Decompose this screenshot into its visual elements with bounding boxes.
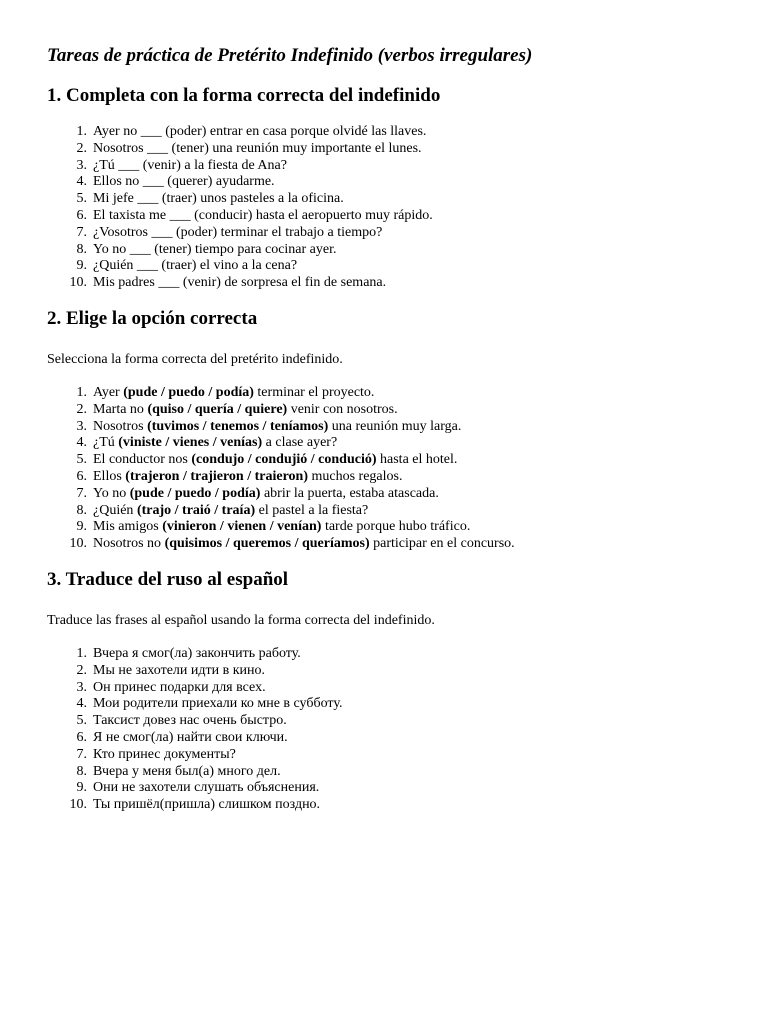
list-item xyxy=(47,696,728,713)
item-text-before: Mis amigos xyxy=(93,519,163,535)
list-item xyxy=(47,536,728,553)
list-item xyxy=(47,402,728,419)
item-number: 6. xyxy=(76,468,87,484)
section3-heading: 3. Traduce del ruso al español xyxy=(47,568,289,590)
item-text xyxy=(93,503,368,520)
item-text xyxy=(93,519,470,536)
item-number: 1. xyxy=(76,384,87,400)
item-text: Вчера я смог(ла) закончить работу. xyxy=(93,645,301,661)
item-options: (quisimos / queremos / queríamos) xyxy=(164,536,370,552)
item-number: 10. xyxy=(69,797,87,813)
item-text: Nosotros ___ (tener) una reunión muy importante el lunes. xyxy=(93,140,422,156)
list-item xyxy=(47,385,728,402)
item-text: Кто принес документы? xyxy=(93,746,236,762)
list-item xyxy=(47,713,728,730)
item-number: 6. xyxy=(76,729,87,745)
item-options: (condujo / condujió / condució) xyxy=(191,452,377,468)
list-item xyxy=(47,764,728,781)
list-item xyxy=(47,242,728,259)
item-text xyxy=(93,435,337,452)
item-text xyxy=(93,469,402,486)
item-text xyxy=(93,402,398,419)
item-number: 4. xyxy=(76,174,87,190)
item-text-before: Marta no xyxy=(93,401,148,417)
item-text-before: Nosotros no xyxy=(93,536,165,552)
list-item xyxy=(47,208,728,225)
list-item xyxy=(47,747,728,764)
item-number: 2. xyxy=(76,662,87,678)
item-text-after: participar en el concurso. xyxy=(369,536,515,552)
list-item xyxy=(47,469,728,486)
list-item xyxy=(47,780,728,797)
item-text-after: muchos regalos. xyxy=(308,468,403,484)
section2-intro: Selecciona la forma correcta del pretérito indefinido. xyxy=(47,351,343,367)
item-text-before: ¿Quién xyxy=(93,502,137,518)
item-number: 3. xyxy=(76,679,87,695)
item-number: 1. xyxy=(76,645,87,661)
item-text xyxy=(93,486,439,503)
list-item xyxy=(47,275,728,292)
item-text-before: El conductor nos xyxy=(93,452,192,468)
item-text: Mi jefe ___ (traer) unos pasteles a la oficina. xyxy=(93,191,344,207)
item-number: 8. xyxy=(76,502,87,518)
list-item xyxy=(47,730,728,747)
item-text: Mis padres ___ (venir) de sorpresa el fin de semana. xyxy=(93,275,387,291)
item-number: 9. xyxy=(76,780,87,796)
item-text: ¿Quién ___ (traer) el vino a la cena? xyxy=(93,258,298,274)
item-options: (quiso / quería / quiere) xyxy=(147,401,288,417)
item-number: 9. xyxy=(76,258,87,274)
list-item xyxy=(47,158,728,175)
item-text xyxy=(93,536,515,553)
list-item xyxy=(47,191,728,208)
item-options: (trajeron / trajieron / traieron) xyxy=(125,468,308,484)
item-text: Он принес подарки для всех. xyxy=(93,679,266,695)
item-options: (vinieron / vienen / venían) xyxy=(162,519,322,535)
item-number: 3. xyxy=(76,157,87,173)
item-text-after: hasta el hotel. xyxy=(376,452,458,468)
item-number: 10. xyxy=(69,536,87,552)
item-text-before: Ayer xyxy=(93,384,124,400)
section3-intro: Traduce las frases al español usando la forma correcta del indefinido. xyxy=(47,612,435,628)
item-number: 5. xyxy=(76,713,87,729)
item-number: 4. xyxy=(76,435,87,451)
list-item xyxy=(47,124,728,141)
item-text xyxy=(93,385,374,402)
item-number: 6. xyxy=(76,207,87,223)
section3-list xyxy=(47,646,728,814)
item-options: (trajo / traió / traía) xyxy=(136,502,256,518)
item-text xyxy=(93,419,461,436)
item-text-before: Ellos xyxy=(93,468,126,484)
item-number: 8. xyxy=(76,241,87,257)
list-item xyxy=(47,797,728,814)
list-item xyxy=(47,258,728,275)
list-item xyxy=(47,174,728,191)
item-number: 8. xyxy=(76,763,87,779)
item-number: 3. xyxy=(76,418,87,434)
item-text: Ты пришёл(пришла) слишком поздно. xyxy=(93,797,321,813)
item-number: 5. xyxy=(76,191,87,207)
item-number: 9. xyxy=(76,519,87,535)
item-text-after: a clase ayer? xyxy=(262,435,338,451)
list-item xyxy=(47,663,728,680)
item-options: (pude / puedo / podía) xyxy=(123,384,254,400)
item-number: 7. xyxy=(76,746,87,762)
item-text-after: el pastel a la fiesta? xyxy=(255,502,369,518)
item-text: Я не смог(ла) найти свои ключи. xyxy=(93,729,288,745)
item-text xyxy=(93,452,457,469)
item-number: 2. xyxy=(76,401,87,417)
list-item xyxy=(47,435,728,452)
list-item xyxy=(47,486,728,503)
item-text-after: tarde porque hubo tráfico. xyxy=(321,519,471,535)
item-text: Вчера у меня был(а) много дел. xyxy=(93,763,281,779)
item-text: Мои родители приехали ко мне в субботу. xyxy=(93,696,343,712)
item-text-after: terminar el proyecto. xyxy=(253,384,375,400)
item-number: 5. xyxy=(76,452,87,468)
item-number: 7. xyxy=(76,485,87,501)
list-item xyxy=(47,141,728,158)
section1-heading: 1. Completa con la forma correcta del indefinido xyxy=(47,85,441,106)
item-number: 7. xyxy=(76,224,87,240)
list-item xyxy=(47,452,728,469)
item-text-before: Nosotros xyxy=(93,418,148,434)
item-text-after: una reunión muy larga. xyxy=(328,418,462,434)
item-text: Yo no ___ (tener) tiempo para cocinar ayer. xyxy=(93,241,337,257)
list-item xyxy=(47,646,728,663)
item-text: El taxista me ___ (conducir) hasta el aeropuerto muy rápido. xyxy=(93,207,433,223)
item-options: (tuvimos / tenemos / teníamos) xyxy=(147,418,329,434)
list-item xyxy=(47,419,728,436)
item-text-after: venir con nosotros. xyxy=(287,401,398,417)
document-title: Tareas de práctica de Pretérito Indefinido (verbos irregulares) xyxy=(47,45,533,66)
section1-list xyxy=(47,124,728,292)
item-text: Таксист довез нас очень быстро. xyxy=(93,713,287,729)
item-number: 2. xyxy=(76,140,87,156)
item-number: 4. xyxy=(76,696,87,712)
item-text: Они не захотели слушать объяснения. xyxy=(93,780,320,796)
section2-list xyxy=(47,385,728,553)
list-item xyxy=(47,680,728,697)
item-text: Ayer no ___ (poder) entrar en casa porque olvidé las llaves. xyxy=(93,124,427,139)
item-number: 10. xyxy=(69,275,87,291)
item-number: 1. xyxy=(76,124,87,139)
item-options: (viniste / vienes / venías) xyxy=(118,435,263,451)
item-text-before: ¿Tú xyxy=(93,435,119,451)
item-text-after: abrir la puerta, estaba atascada. xyxy=(260,485,439,501)
item-text: Мы не захотели идти в кино. xyxy=(93,662,266,678)
item-options: (pude / puedo / podía) xyxy=(129,485,261,501)
list-item xyxy=(47,225,728,242)
item-text: Ellos no ___ (querer) ayudarme. xyxy=(93,174,275,190)
list-item xyxy=(47,519,728,536)
section2-heading: 2. Elige la opción correcta xyxy=(47,307,258,329)
item-text: ¿Vosotros ___ (poder) terminar el trabajo a tiempo? xyxy=(93,224,383,240)
list-item xyxy=(47,503,728,520)
item-text-before: Yo no xyxy=(93,485,130,501)
item-text: ¿Tú ___ (venir) a la fiesta de Ana? xyxy=(93,157,287,173)
